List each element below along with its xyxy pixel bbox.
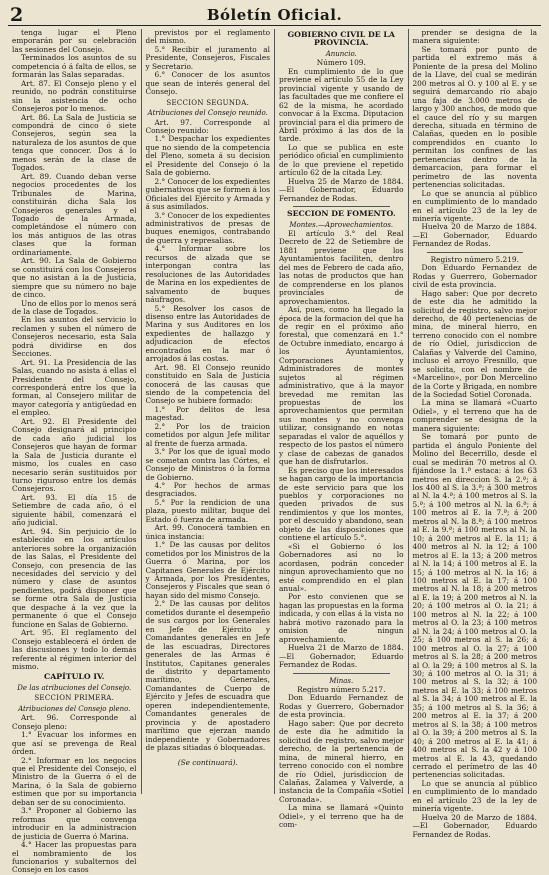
paragraph: Art. 96. Corresponde al Consejo pleno: [12, 713, 137, 731]
paragraph: Uno de ellos por lo menos será de la clase de Togados. [12, 298, 137, 316]
paragraph: Huelva 20 de Marzo de 1884.—El Gobernador, Eduardo Fernandez de Rodas. [412, 812, 537, 839]
paragraph: 5.° Resolver los casos de disenso entre las Autoridades de Marina y sus Auditores en los expedientes de hallazgo y adjudicacion de efectos encontrados en la mar ó arrojados á las costas. [145, 303, 270, 364]
paragraph: 2.° Informar en los negocios que el Presidente del Consejo, el Ministro de la Guerra ó el de Marina, ó la Sala de gobierno estimen que por su importancia deban ser de su conocimiento. [12, 755, 137, 807]
paragraph: Art. 98. El Consejo reunido constituido en Sala de Justicia conocerá de las causas que siendo de la competencia del Consejo se hubiere formado: [145, 362, 270, 406]
paragraph: 1.° Evacuar los informes en que así se prevenga de Real órden. [12, 730, 137, 757]
paragraph: Se tomará por punto de partida el extremo más á Poniente de la presa del Molino de la Llave, del cual se medirán 200 metros al O. y 100 al E. y se seguirá demarcando río abajo una faja de 3.000 metros de largo y 300 anchos, de modo que el cauce del río y su margen derecha, situada en término de Calañas, queden en lo posible comprendidos en cuanto lo permitan los confines de las pertenencias dentro de la demarcacion, para formar el perímetro de las noventa pertenencias solicitadas. [412, 44, 537, 190]
continuation-note: (Se continuará). [177, 757, 238, 767]
section-heading: CAPÍTULO IV. [44, 672, 105, 682]
column-4 [408, 28, 542, 839]
paragraph: Art. 99. Conocerá tambien en única instancia: [145, 523, 270, 541]
subheading: Montes.—Aprovechamientos. [289, 220, 394, 229]
centered-line: Registro número 5.217. [297, 684, 386, 694]
paragraph: 3.° Por los que de igual modo se cometan contra las Córtes, el Consejo de Ministros ó la forma de Gobierno. [145, 447, 270, 482]
paragraph: Terminados los asuntos de su competencia ó á falta de ellos, se formarán las Salas separadas. [12, 53, 137, 80]
paragraph: El artículo 3.° del Real Decreto de 22 de Setiembre de 1881 previene que los Ayuntamientos faciliten, dentro del mes de Febrero de cada año, las notas de productos que han de comprenderse en los planos provinciales de aprovechamientos. [279, 228, 404, 306]
divider [293, 206, 390, 207]
paragraph: 2.° Por los de traicion cometidos por algun Jefe militar al frente de fuerza armada. [145, 421, 270, 448]
subheading: Anuncio. [325, 49, 357, 58]
paragraph: Hago saber: Que por decreto de este dia he admitido la solicitud de registro, salvo mejor derecho, de 40 pertenencias de mina, de mineral hierro, en terreno conocido con el nombre de río Odiel, jurisdiccion de Calañas y Valverde del Camino, incluso el arroyo Fresnillo, que se solicita, con el nombre de «Marcelino», por Don Mercelino de la Corte y Brigada, en nombre de la Sociedad Sotiel Coronada. [412, 288, 537, 400]
paragraph: Es preciso que los interesados se hagan cargo de la importancia de este servicio para que los pueblos y corporaciones no queden privados de sus rendimientos y que los montes, por el descuido y abandono, sean objeto de las disposiciones que contiene el artículo 5.°. [279, 465, 404, 543]
centered-line: Registro número 5.219. [430, 254, 519, 264]
paragraph: 1.° De las causas por delitos cometidos por los Ministros de la Guerra ó Marina, por los Capitanes Generales de Ejército y Armada, por los Presidentes, Consejeros y Fiscales que sean ó hayan sido del mismo Consejo. [145, 540, 270, 600]
paragraph: Art. 91. La Presidencia de las Salas, cuando no asista á ellas el Presidente del Consejo, corresponderá entre los que la forman, al Consejero militar de mayor categoría y antigüedad en el empleo. [12, 357, 137, 418]
paragraph: 5.° Por la rendicion de una plaza, puesto militar, buque del Estado ó fuerza de armada. [145, 497, 270, 524]
paragraph: «Si el Gobierno ó los Gobernadores así no lo acordasen, podrán conceder ningun aprovechamiento que no esté comprendido en el plan anual». [279, 541, 404, 593]
paragraph: En cumplimiento de lo que previene el artículo 55 de la Ley provincial vigente y usando de las facultades que me confiere el 62 de la misma, he acordado convocar á la Excma. Diputacion provincial para el dia primero de Abril próximo á las dos de la tarde. [279, 66, 404, 144]
paragraph: Art. 93. El día 15 de Setiembre de cada año, ó el siguiente hábil, comenzará el año judicial. [12, 492, 137, 528]
paragraph: 6.° Conocer de los asuntos que sean de interés general del Consejo. [145, 70, 270, 97]
divider [427, 252, 524, 253]
paragraph: 2.° Conocer de los expedientes gubernativos que se formen á los Oficiales del Ejército y Armada y á sus asimilados. [145, 176, 270, 212]
subheading: Minas. [329, 676, 354, 685]
paragraph: Art. 86. La Sala de Justicia se compondrá de cinco ó siete Consejeros, según sea la naturaleza de los asuntos de que tenga que conocer. Dos á lo menos serán de la clase de Togados. [12, 112, 137, 173]
newspaper-title: Bóletín Oficial. [206, 6, 343, 24]
paragraph: 3.° Conocer de los expedientes administrativos de presas de buques enemigos, contrabando de guerra y represalias. [145, 210, 270, 245]
paragraph: Art. 95. El reglamento del Consejo establecerá el órden de las discusiones y todo lo demás referente al régimen interior del mismo. [12, 628, 137, 671]
paragraph: Se tomará por punto de partida el ángulo Poniente del Molino del Becerrillo, desde el cual se medirán 70 metros al O. fijándose la 1.ª estaca: á los 63 metros en direccion S. la 2.ª; á los 400 al S. la 3.ª; á 300 metros al N. la 4.ª; á 100 metros al S. la 5.ª; á 100 metros al N. la 6.ª; á 100 metros al E. la 7.ª; á 200 metros al N. la 8.ª; á 100 metros al E. la 9.ª; á 100 metros al N. la 10; á 200 metros al E. la 11; á 400 metros al N. la 12; á 100 metros al E. la 13; á 200 metros al N. la 14; á 100 metros al E. la 15; á 100 metros al N. la 16; á 100 metros al E. la 17; á 100 metros al N. la 18; á 200 metros al E. la 19; á 200 metros al N. la 20; á 100 metros al O. la 21; á 100 metros al N. la 22; á 100 metros al O. la 23; á 100 metros al N. la 24; á 100 metros al O. la 25; á 100 metros al S. la 26; á 100 metros al O. la 27; á 100 metros al S. la 28; á 200 metros al O. la 29; á 100 metros al S. la 30; á 100 metros al O. la 31; á 100 metros al S. la 32; á 100 metros al E. la 33; á 100 metros al S. la 34; á 100 metros al E. la 35; á 100 metros al S. la 36; á 200 metros al E. la 37; á 200 metros al S. la 38; á 100 metros al O. la 39; á 200 metros al S. la 40; á 200 metros al E. la 41; á 400 metros al S. la 42 y á 100 metros al E. la 43, quedando cerrado el perímetro de las 40 pertenencias solicitadas. [412, 432, 537, 780]
centered-line: Número 109. [316, 58, 366, 68]
paragraph: Huelva 25 de Marzo de 1884.—El Gobernador, Eduardo Fernandez de Rodas. [279, 176, 404, 203]
paragraph: Así, pues, como ha llegado la época de la formacion del que ha de regir en el próximo año forestal, que comenzará en 1.° de Octubre inmediato, encargo á los Ayuntamientos, Corporaciones y Administradores de montes sujetos al régimen administrativo, que á la mayor brevedad me remitan las propuestas de los aprovechamientos que permitan sus montes y no convenga utilizar, consignando en notas separadas el valor de aquéllos y respecto de los pastos el número y clase de cabezas de ganados que han de disfrutarlos. [279, 305, 404, 467]
paragraph: 5.° Recibir el juramento al Presidente, Consejeros, Fiscales y Secretario. [145, 44, 270, 71]
subheading: De las atribuciones del Consejo. [17, 683, 132, 692]
paragraph: 4.° Hacer las propuestas para el nombramiento de los funcionarios y subalternos del Consejo en los casos [12, 840, 137, 875]
paragraph: Lo que se publica en este periódico oficial en cumplimiento de lo que previene el repetido artículo 62 de la citada Ley. [279, 142, 404, 178]
paragraph: 2.° De las causas por delitos cometidos durante el desempeño de sus cargos por los Generales en Jefe de Ejército y Comandantes generales en Jefe de las escuadras, Directores generales de las Armas é Institutos, Capitanes generales de distrito y departamento marítimo, Generales, Comandantes de Cuerpo de Ejército y Jefes de escuadra que operen independientemente, Comandantes generales de provincia y de apostadero marítimo que ejerzan mando independiente y Gobernadores de plazas sitiadas ó bloqueadas. [145, 599, 270, 753]
subheading: Atribuciones del Consejo reunido. [147, 109, 268, 118]
paragraph: 4.° Por hechos de armas desgraciados. [145, 481, 270, 499]
paragraph: Por esto convienen que se hagan las propuestas en la forma indicada, y con ellas á la vista no habrá motivo razonado para la omision de ningun aprovechamiento. [279, 592, 404, 644]
paragraph: 1.° Por delitos de lesa magestad. [145, 404, 270, 423]
column-2 [141, 29, 275, 794]
paragraph: La mina se llamará «Cuarto Odiel», y el terreno que ha de comprender se designa de la manera siguiente: [412, 398, 537, 433]
paragraph: Art. 89. Cuando deban verse negocios procedentes de los Tribunales de Marina, constituirán dicha Sala los Consejeros generales y el Togado de la Armada, completándose el número con los más antiguos de las otras clases que la forman ordinariamente. [12, 171, 137, 257]
paragraph: En los asuntos del servicio lo reclamen y suben el número de Consejeros necesario, esta Sala podrá dividirse en dos Secciones. [12, 315, 137, 359]
section-heading: SECCION DE FOMENTO. [286, 209, 396, 219]
paragraph: Art. 94. Sin perjuicio de lo establecido en los artículos anteriores sobre la organización de las Salas, el Presidente del Consejo, con presencia de las necesidades del servicio y del número y clase de asuntos pendientes, podrá disponer que se forme otra Sala de Justicia que despache á la vez que la permanente ó que el Consejo funcione en Salas de Gobierno. [12, 526, 137, 629]
paragraph: Don Eduardo Fernandez de Rodas y Guerrero, Gobernador civil de esta provincia. [412, 263, 537, 290]
column-1 [8, 28, 141, 875]
paragraph: Art. 87. El Consejo pleno y el reunido, no podrán constituirse sin la asistencia de ocho Consejeros por lo menos. [12, 78, 137, 114]
paragraph: Lo que se anuncia al público en cumplimiento de lo mandado en el artículo 23 de la ley de minería vigente. [412, 778, 537, 814]
paragraph: Don Eduardo Fernandez de Rodas y Guerrero, Gobernador de esta provincia. [279, 693, 404, 720]
paragraph: previstos por el reglamento del mismo. [145, 28, 270, 46]
paragraph: prender se designa de la manera siguiente: [412, 28, 537, 46]
column-3 [274, 29, 408, 830]
paragraph: 1.° Despachar los expedientes que no siendo de la competencia del Pleno, someta á su decision el Presidente del Consejo ó la Sala de gobierno. [145, 134, 270, 178]
text-columns [8, 28, 541, 875]
paragraph: La mina se llamará «Quinto Odiel», y el terreno que ha de com- [279, 803, 404, 830]
paragraph: 4.° Informar sobre los recursos de alzada que se interpongan contra las resoluciones de las Autoridades de Marina en los expedientes de salvamento de buques náufragos. [145, 244, 270, 305]
paragraph: tenga lugar el Pleno emporarán por su celebración las sesiones del Consejo. [12, 28, 137, 54]
divider [293, 673, 390, 674]
section-label: SECCION PRIMERA. [34, 694, 115, 703]
page-number: 2 [10, 4, 24, 26]
section-heading: GOBIERNO CIVIL DE LA PROVINCIA. [287, 30, 395, 48]
paragraph: Art. 90. La Sala de Gobierno se constituirá con los Consejeros que no asistan á la de Justicia, siempre que su número no baje de cinco. [12, 256, 137, 300]
paragraph: Art. 92. El Presidente del Consejo designará al principio de cada año judicial los Consejeros que hayan de formar la Sala de Justicia durante el mismo, los cuales en caso necesario serán sustituidos por turno riguroso entre los demás Consejeros. [12, 416, 137, 494]
paragraph: Huelva 20 de Marzo de 1884.—El Gobernador, Eduardo Fernandez de Rodas. [412, 222, 537, 249]
header-rule [8, 25, 541, 26]
section-label: SECCION SEGUNDA. [166, 98, 250, 107]
page-header [8, 4, 541, 26]
subheading: Atribuciones del Consejo pleno. [18, 704, 131, 713]
paragraph: Lo que se anuncia al público en cumplimiento de lo mandado en el artículo 23 de la ley de minería vigente. [412, 188, 537, 223]
paragraph: Huelva 21 de Marzo de 1884.—El Gobernador, Eduardo Fernandez de Rodas. [279, 643, 404, 670]
paragraph: Art. 97. Corresponde al Consejo reunido: [145, 117, 270, 135]
paragraph: Hago saber: Que por decreto de este dia he admitido la solicitud de registro, salvo mejor derecho, de la pertenencia de mina, de mineral hierro, en terreno conocido con el nombre de río Odiel, jurisdiccion de Calañas, Zalamea y Valverde, a instancia de la Compañía «Sotiel Coronada». [279, 718, 404, 804]
paragraph: 3.° Proponer al Gobierno las reformas que convenga introducir en la administracion de justicia de Guerra ó Marina. [12, 806, 137, 841]
